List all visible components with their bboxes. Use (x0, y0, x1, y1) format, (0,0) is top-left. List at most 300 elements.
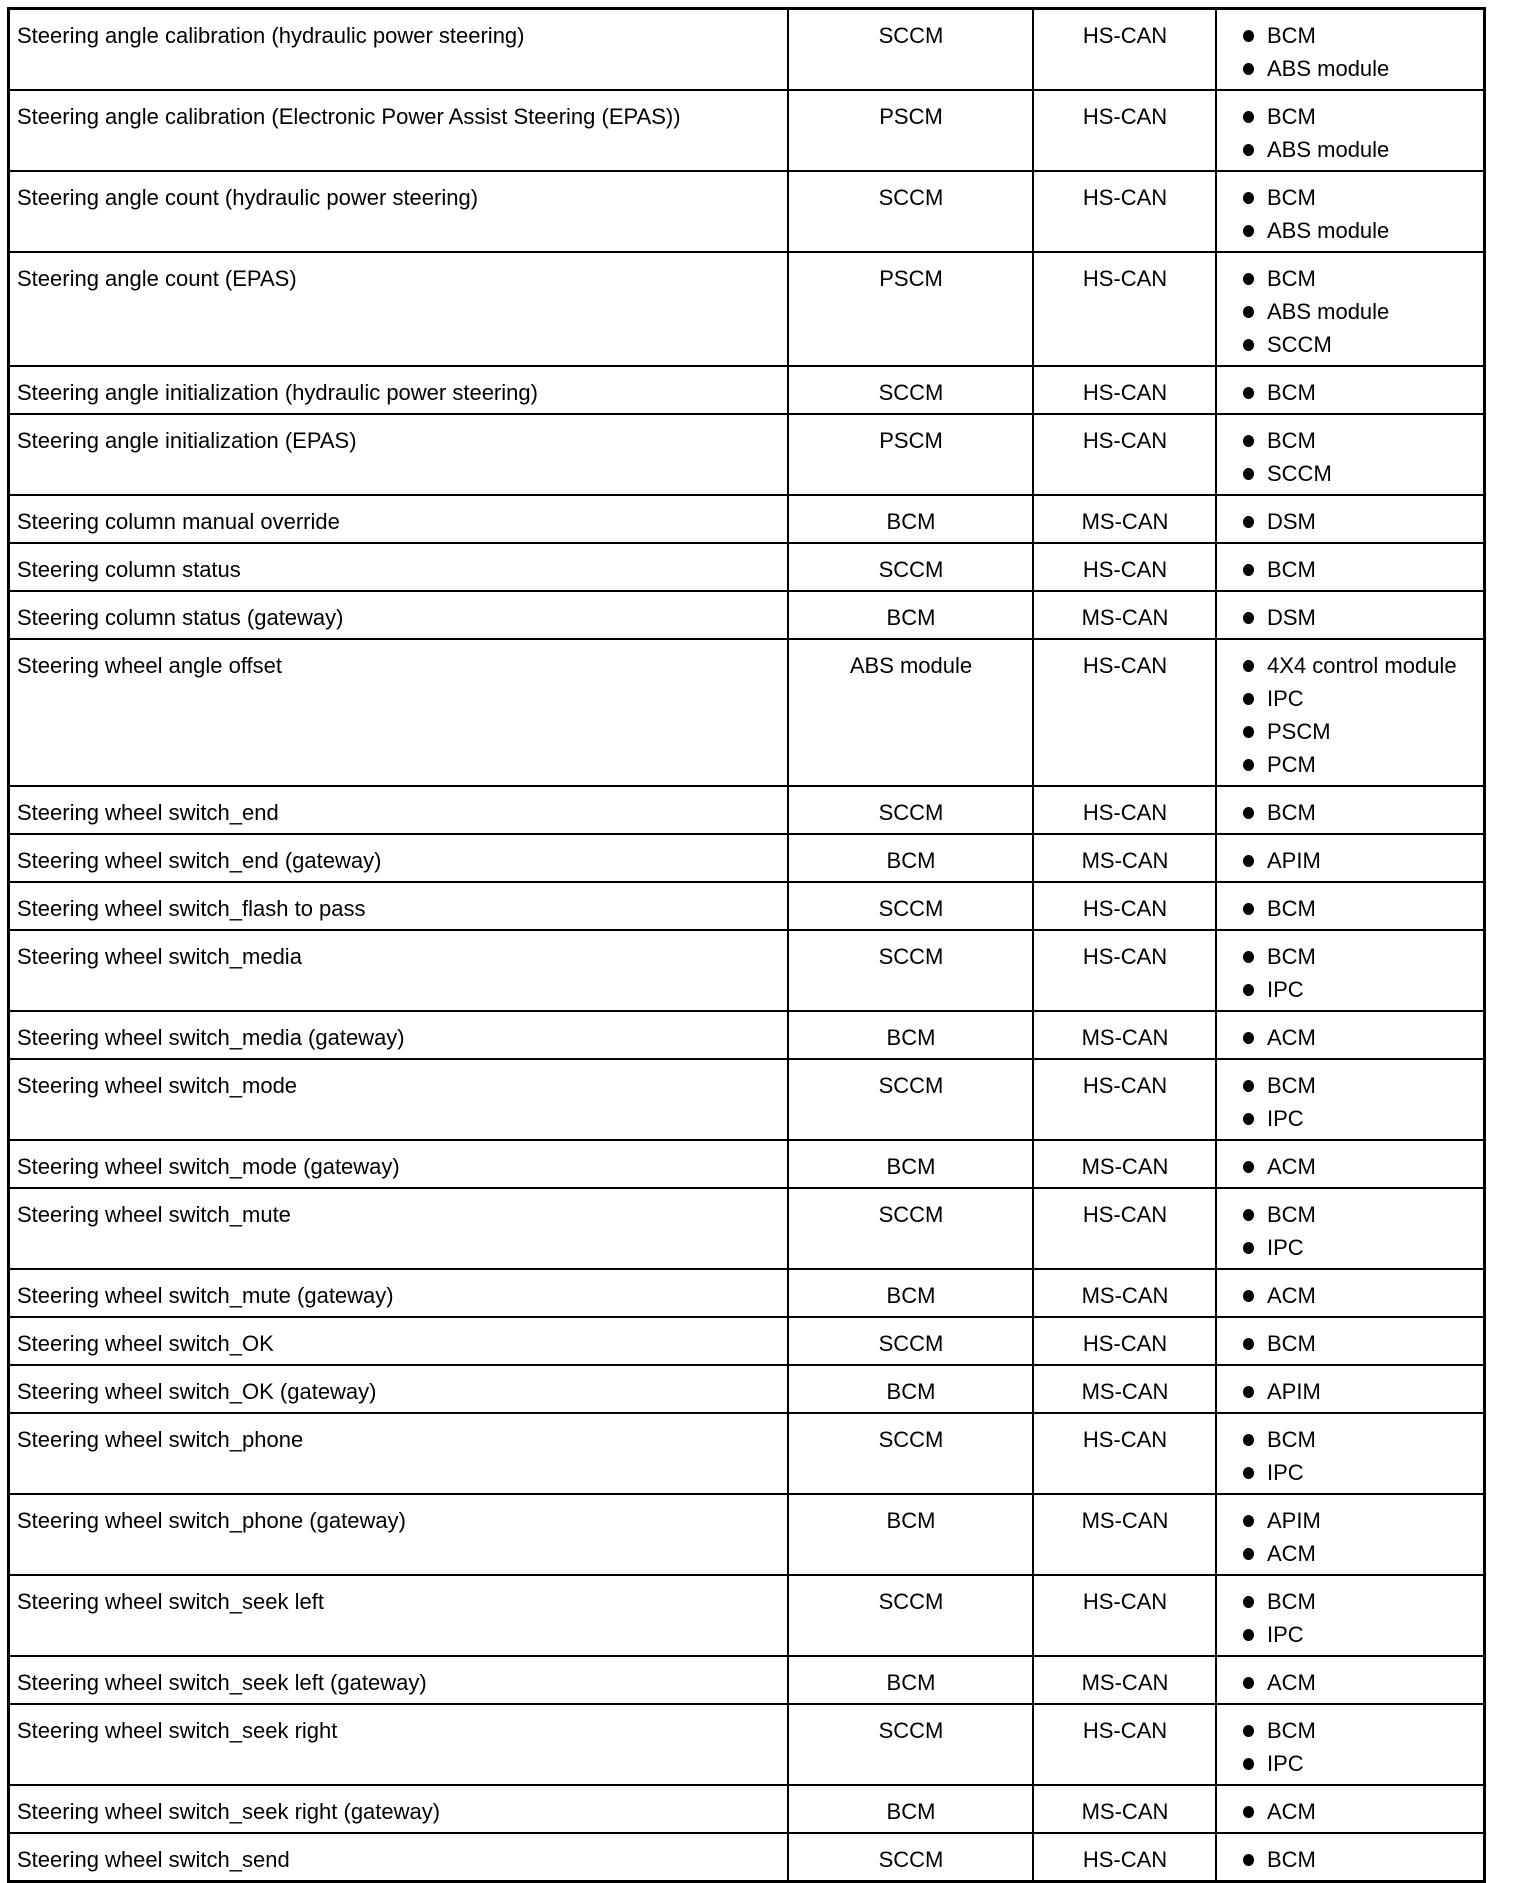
receiver-label: APIM (1267, 848, 1321, 873)
receiver-item (1239, 1618, 1477, 1651)
message-cell: Steering wheel switch_phone (9, 1413, 789, 1494)
receiver-label: ACM (1267, 1541, 1316, 1566)
receivers-cell (1216, 1785, 1485, 1833)
receiver-label: PCM (1267, 752, 1316, 777)
receiver-label: BCM (1267, 185, 1316, 210)
network-cell: HS-CAN (1033, 252, 1216, 366)
receiver-label: IPC (1267, 1106, 1304, 1131)
network-cell: MS-CAN (1033, 1785, 1216, 1833)
receiver-item (1239, 973, 1477, 1006)
network-cell: HS-CAN (1033, 171, 1216, 252)
receiver-item (1239, 295, 1477, 328)
network-cell: HS-CAN (1033, 1317, 1216, 1365)
receiver-label: ACM (1267, 1799, 1316, 1824)
receiver-label: DSM (1267, 509, 1316, 534)
receiver-list (1239, 1843, 1477, 1876)
receivers-cell (1216, 834, 1485, 882)
receiver-list (1239, 649, 1477, 781)
bullet-icon (1243, 1209, 1254, 1221)
table-row (9, 171, 1485, 252)
table-row (9, 1704, 1485, 1785)
receiver-label: PSCM (1267, 719, 1331, 744)
message-cell: Steering wheel switch_media (9, 930, 789, 1011)
receivers-cell (1216, 1704, 1485, 1785)
network-cell: MS-CAN (1033, 1365, 1216, 1413)
receiver-item (1239, 1279, 1477, 1312)
receiver-label: IPC (1267, 1751, 1304, 1776)
message-cell: Steering wheel switch_mute (9, 1188, 789, 1269)
bullet-icon (1243, 1434, 1254, 1446)
receiver-item (1239, 1504, 1477, 1537)
bullet-icon (1243, 225, 1254, 237)
receiver-label: BCM (1267, 1589, 1316, 1614)
receiver-list (1239, 100, 1477, 166)
receivers-cell (1216, 1833, 1485, 1882)
receiver-list (1239, 505, 1477, 538)
receiver-list (1239, 1585, 1477, 1651)
table-row (9, 1059, 1485, 1140)
originator-cell: SCCM (788, 1188, 1033, 1269)
table-row (9, 1494, 1485, 1575)
receivers-cell (1216, 495, 1485, 543)
bullet-icon (1243, 1161, 1254, 1173)
originator-cell: BCM (788, 1269, 1033, 1317)
receiver-label: BCM (1267, 896, 1316, 921)
receiver-item (1239, 796, 1477, 829)
bullet-icon (1243, 855, 1254, 867)
receiver-list (1239, 1423, 1477, 1489)
receivers-cell (1216, 591, 1485, 639)
receiver-list (1239, 1069, 1477, 1135)
receiver-list (1239, 1504, 1477, 1570)
receiver-label: BCM (1267, 428, 1316, 453)
receiver-list (1239, 262, 1477, 361)
message-cell: Steering wheel switch_OK (gateway) (9, 1365, 789, 1413)
receivers-cell (1216, 1413, 1485, 1494)
originator-cell: SCCM (788, 1575, 1033, 1656)
bullet-icon (1243, 612, 1254, 624)
receivers-cell (1216, 882, 1485, 930)
originator-cell: SCCM (788, 786, 1033, 834)
originator-cell: BCM (788, 591, 1033, 639)
receiver-label: ABS module (1267, 299, 1390, 324)
bullet-icon (1243, 1290, 1254, 1302)
receiver-item (1239, 424, 1477, 457)
originator-cell: SCCM (788, 543, 1033, 591)
message-cell: Steering angle count (EPAS) (9, 252, 789, 366)
message-cell: Steering wheel switch_mode (gateway) (9, 1140, 789, 1188)
table-row (9, 1785, 1485, 1833)
receiver-item (1239, 1231, 1477, 1264)
receiver-item (1239, 19, 1477, 52)
message-cell: Steering wheel angle offset (9, 639, 789, 786)
receiver-label: BCM (1267, 380, 1316, 405)
message-cell: Steering wheel switch_OK (9, 1317, 789, 1365)
receiver-item (1239, 1102, 1477, 1135)
message-cell: Steering wheel switch_send (9, 1833, 789, 1882)
receivers-cell (1216, 1365, 1485, 1413)
bullet-icon (1243, 726, 1254, 738)
table-row (9, 1269, 1485, 1317)
originator-cell: PSCM (788, 252, 1033, 366)
receiver-label: BCM (1267, 557, 1316, 582)
receivers-cell (1216, 1059, 1485, 1140)
receiver-label: APIM (1267, 1508, 1321, 1533)
receiver-item (1239, 1198, 1477, 1231)
table-row (9, 1833, 1485, 1882)
network-cell: HS-CAN (1033, 786, 1216, 834)
originator-cell: BCM (788, 1494, 1033, 1575)
network-cell: HS-CAN (1033, 639, 1216, 786)
receiver-list (1239, 1021, 1477, 1054)
table-row (9, 834, 1485, 882)
receiver-label: ACM (1267, 1283, 1316, 1308)
message-cell: Steering column status (gateway) (9, 591, 789, 639)
receiver-label: SCCM (1267, 332, 1332, 357)
message-cell: Steering column manual override (9, 495, 789, 543)
receivers-cell (1216, 1575, 1485, 1656)
receivers-cell (1216, 930, 1485, 1011)
originator-cell: PSCM (788, 414, 1033, 495)
receiver-label: APIM (1267, 1379, 1321, 1404)
receiver-item (1239, 1375, 1477, 1408)
originator-cell: BCM (788, 1140, 1033, 1188)
receiver-item (1239, 52, 1477, 85)
receiver-list (1239, 892, 1477, 925)
bullet-icon (1243, 903, 1254, 915)
message-cell: Steering angle initialization (hydraulic power steering) (9, 366, 789, 414)
receiver-label: IPC (1267, 1235, 1304, 1260)
receiver-item (1239, 1069, 1477, 1102)
bullet-icon (1243, 1242, 1254, 1254)
message-cell: Steering wheel switch_phone (gateway) (9, 1494, 789, 1575)
receiver-item (1239, 1747, 1477, 1780)
originator-cell: SCCM (788, 1317, 1033, 1365)
message-cell: Steering angle count (hydraulic power steering) (9, 171, 789, 252)
bullet-icon (1243, 1032, 1254, 1044)
bullet-icon (1243, 306, 1254, 318)
receiver-item (1239, 844, 1477, 877)
receivers-cell (1216, 1656, 1485, 1704)
table-row (9, 1140, 1485, 1188)
receiver-list (1239, 1327, 1477, 1360)
bullet-icon (1243, 111, 1254, 123)
network-cell: HS-CAN (1033, 414, 1216, 495)
table-row (9, 414, 1485, 495)
bullet-icon (1243, 516, 1254, 528)
receiver-label: IPC (1267, 686, 1304, 711)
table-row (9, 1575, 1485, 1656)
table-row (9, 639, 1485, 786)
table-row (9, 366, 1485, 414)
network-cell: HS-CAN (1033, 882, 1216, 930)
bullet-icon (1243, 564, 1254, 576)
network-cell: MS-CAN (1033, 1494, 1216, 1575)
receiver-item (1239, 133, 1477, 166)
receivers-cell (1216, 1140, 1485, 1188)
message-cell: Steering wheel switch_mute (gateway) (9, 1269, 789, 1317)
receiver-list (1239, 1198, 1477, 1264)
message-cell: Steering wheel switch_media (gateway) (9, 1011, 789, 1059)
bullet-icon (1243, 387, 1254, 399)
receiver-item (1239, 1585, 1477, 1618)
receiver-list (1239, 1150, 1477, 1183)
network-cell: MS-CAN (1033, 1656, 1216, 1704)
network-cell: HS-CAN (1033, 1059, 1216, 1140)
receiver-list (1239, 553, 1477, 586)
receivers-cell (1216, 171, 1485, 252)
receiver-list (1239, 796, 1477, 829)
receiver-label: SCCM (1267, 461, 1332, 486)
table-row (9, 543, 1485, 591)
receiver-list (1239, 1666, 1477, 1699)
receiver-item (1239, 1021, 1477, 1054)
bullet-icon (1243, 192, 1254, 204)
receiver-label: BCM (1267, 266, 1316, 291)
originator-cell: BCM (788, 834, 1033, 882)
receiver-item (1239, 682, 1477, 715)
receiver-label: ACM (1267, 1670, 1316, 1695)
receiver-label: BCM (1267, 1073, 1316, 1098)
network-cell: HS-CAN (1033, 1704, 1216, 1785)
originator-cell: SCCM (788, 882, 1033, 930)
bullet-icon (1243, 1806, 1254, 1818)
table-row (9, 1011, 1485, 1059)
receiver-label: DSM (1267, 605, 1316, 630)
bullet-icon (1243, 1596, 1254, 1608)
receiver-label: ACM (1267, 1154, 1316, 1179)
bullet-icon (1243, 951, 1254, 963)
bullet-icon (1243, 1080, 1254, 1092)
table-row (9, 1413, 1485, 1494)
originator-cell: SCCM (788, 366, 1033, 414)
receivers-cell (1216, 639, 1485, 786)
receiver-item (1239, 1843, 1477, 1876)
receiver-item (1239, 715, 1477, 748)
originator-cell: BCM (788, 1656, 1033, 1704)
bullet-icon (1243, 1515, 1254, 1527)
bullet-icon (1243, 63, 1254, 75)
receiver-list (1239, 940, 1477, 1006)
receiver-item (1239, 892, 1477, 925)
originator-cell: SCCM (788, 1833, 1033, 1882)
receiver-list (1239, 1714, 1477, 1780)
receiver-list (1239, 844, 1477, 877)
originator-cell: SCCM (788, 9, 1033, 91)
originator-cell: ABS module (788, 639, 1033, 786)
receiver-label: ABS module (1267, 137, 1390, 162)
receiver-label: BCM (1267, 23, 1316, 48)
network-cell: HS-CAN (1033, 543, 1216, 591)
receivers-cell (1216, 1494, 1485, 1575)
table-row (9, 9, 1485, 91)
table-row (9, 786, 1485, 834)
receiver-item (1239, 1537, 1477, 1570)
network-cell: MS-CAN (1033, 1140, 1216, 1188)
network-cell: HS-CAN (1033, 9, 1216, 91)
network-cell: MS-CAN (1033, 591, 1216, 639)
message-cell: Steering wheel switch_seek right (9, 1704, 789, 1785)
message-cell: Steering wheel switch_seek left (gateway) (9, 1656, 789, 1704)
network-cell: MS-CAN (1033, 1269, 1216, 1317)
table-body (9, 9, 1485, 1882)
bullet-icon (1243, 807, 1254, 819)
receiver-label: BCM (1267, 1202, 1316, 1227)
receiver-item (1239, 1150, 1477, 1183)
originator-cell: SCCM (788, 171, 1033, 252)
bullet-icon (1243, 1467, 1254, 1479)
receiver-item (1239, 376, 1477, 409)
table-row (9, 1365, 1485, 1413)
receiver-list (1239, 181, 1477, 247)
receivers-cell (1216, 786, 1485, 834)
message-cell: Steering wheel switch_flash to pass (9, 882, 789, 930)
bullet-icon (1243, 435, 1254, 447)
receiver-label: BCM (1267, 800, 1316, 825)
receiver-list (1239, 1795, 1477, 1828)
receiver-item (1239, 1423, 1477, 1456)
receiver-item (1239, 505, 1477, 538)
receiver-item (1239, 1714, 1477, 1747)
bullet-icon (1243, 660, 1254, 672)
table-row (9, 1317, 1485, 1365)
receiver-item (1239, 601, 1477, 634)
receiver-list (1239, 424, 1477, 490)
receivers-cell (1216, 1317, 1485, 1365)
receiver-item (1239, 940, 1477, 973)
receiver-label: BCM (1267, 1847, 1316, 1872)
table-row (9, 495, 1485, 543)
originator-cell: SCCM (788, 1413, 1033, 1494)
originator-cell: BCM (788, 1785, 1033, 1833)
receiver-label: BCM (1267, 1427, 1316, 1452)
receiver-item (1239, 262, 1477, 295)
receiver-label: ABS module (1267, 56, 1390, 81)
network-cell: HS-CAN (1033, 1413, 1216, 1494)
bullet-icon (1243, 30, 1254, 42)
receivers-cell (1216, 1011, 1485, 1059)
network-cell: HS-CAN (1033, 1188, 1216, 1269)
table-row (9, 1656, 1485, 1704)
bullet-icon (1243, 759, 1254, 771)
receiver-item (1239, 181, 1477, 214)
receiver-list (1239, 19, 1477, 85)
originator-cell: SCCM (788, 1704, 1033, 1785)
receiver-item (1239, 748, 1477, 781)
receiver-item (1239, 553, 1477, 586)
table-row (9, 930, 1485, 1011)
message-cell: Steering angle calibration (hydraulic power steering) (9, 9, 789, 91)
bullet-icon (1243, 339, 1254, 351)
bullet-icon (1243, 693, 1254, 705)
receiver-label: IPC (1267, 977, 1304, 1002)
receivers-cell (1216, 1188, 1485, 1269)
receiver-label: ACM (1267, 1025, 1316, 1050)
receiver-label: BCM (1267, 1331, 1316, 1356)
network-cell: HS-CAN (1033, 930, 1216, 1011)
receiver-item (1239, 100, 1477, 133)
bullet-icon (1243, 1854, 1254, 1866)
receiver-label: BCM (1267, 1718, 1316, 1743)
receiver-label: BCM (1267, 104, 1316, 129)
originator-cell: PSCM (788, 90, 1033, 171)
receivers-cell (1216, 414, 1485, 495)
receiver-item (1239, 457, 1477, 490)
originator-cell: BCM (788, 495, 1033, 543)
originator-cell: BCM (788, 1011, 1033, 1059)
bullet-icon (1243, 1677, 1254, 1689)
message-cell: Steering wheel switch_seek right (gateway) (9, 1785, 789, 1833)
table-row (9, 882, 1485, 930)
receiver-item (1239, 649, 1477, 682)
message-cell: Steering wheel switch_seek left (9, 1575, 789, 1656)
message-cell: Steering angle calibration (Electronic Power Assist Steering (EPAS)) (9, 90, 789, 171)
bullet-icon (1243, 144, 1254, 156)
bullet-icon (1243, 1386, 1254, 1398)
network-cell: HS-CAN (1033, 366, 1216, 414)
network-cell: MS-CAN (1033, 495, 1216, 543)
message-cell: Steering angle initialization (EPAS) (9, 414, 789, 495)
bullet-icon (1243, 1725, 1254, 1737)
receiver-label: ABS module (1267, 218, 1390, 243)
receivers-cell (1216, 90, 1485, 171)
receiver-label: BCM (1267, 944, 1316, 969)
network-cell: HS-CAN (1033, 1833, 1216, 1882)
table-row (9, 1188, 1485, 1269)
receiver-item (1239, 1327, 1477, 1360)
bullet-icon (1243, 1758, 1254, 1770)
receiver-item (1239, 1666, 1477, 1699)
message-cell: Steering column status (9, 543, 789, 591)
receiver-list (1239, 1375, 1477, 1408)
network-message-table (7, 7, 1486, 1883)
receivers-cell (1216, 366, 1485, 414)
receiver-list (1239, 376, 1477, 409)
receiver-label: IPC (1267, 1460, 1304, 1485)
table-row (9, 591, 1485, 639)
bullet-icon (1243, 1629, 1254, 1641)
receiver-item (1239, 328, 1477, 361)
message-cell: Steering wheel switch_end (9, 786, 789, 834)
receiver-item (1239, 214, 1477, 247)
originator-cell: SCCM (788, 930, 1033, 1011)
receivers-cell (1216, 1269, 1485, 1317)
network-cell: HS-CAN (1033, 1575, 1216, 1656)
network-cell: MS-CAN (1033, 1011, 1216, 1059)
message-cell: Steering wheel switch_end (gateway) (9, 834, 789, 882)
originator-cell: BCM (788, 1365, 1033, 1413)
bullet-icon (1243, 1338, 1254, 1350)
originator-cell: SCCM (788, 1059, 1033, 1140)
receiver-list (1239, 601, 1477, 634)
network-cell: MS-CAN (1033, 834, 1216, 882)
table-row (9, 252, 1485, 366)
receivers-cell (1216, 543, 1485, 591)
message-cell: Steering wheel switch_mode (9, 1059, 789, 1140)
receiver-label: IPC (1267, 1622, 1304, 1647)
receiver-item (1239, 1795, 1477, 1828)
bullet-icon (1243, 273, 1254, 285)
receivers-cell (1216, 9, 1485, 91)
bullet-icon (1243, 984, 1254, 996)
bullet-icon (1243, 1548, 1254, 1560)
bullet-icon (1243, 1113, 1254, 1125)
receivers-cell (1216, 252, 1485, 366)
receiver-label: 4X4 control module (1267, 653, 1457, 678)
receiver-item (1239, 1456, 1477, 1489)
table-row (9, 90, 1485, 171)
network-cell: HS-CAN (1033, 90, 1216, 171)
